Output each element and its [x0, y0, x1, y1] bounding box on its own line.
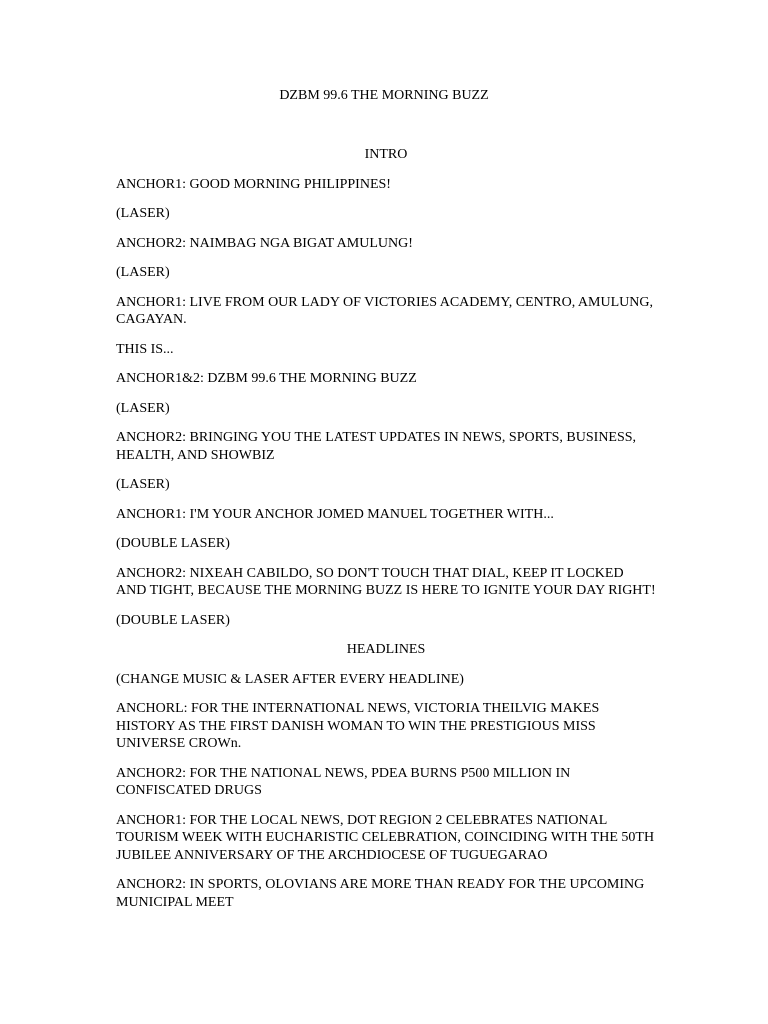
script-line: ANCHOR1: FOR THE LOCAL NEWS, DOT REGION 2 CELEBRATES NATIONAL TOURISM WEEK WITH EUCHARISTIC CELEBRATION, COINCIDING WITH THE 50TH JUBILEE ANNIVERSARY OF THE ARCHDIOCESE OF TUGUEGARAO: [116, 812, 655, 863]
script-line: ANCHORL: FOR THE INTERNATIONAL NEWS, VICTORIA THEILVIG MAKES HISTORY AS THE FIRST DANISH WOMAN TO WIN THE PRESTIGIOUS MISS UNIVERSE CROWn.: [116, 701, 600, 751]
script-line: (LASER): [116, 206, 170, 221]
script-line: ANCHOR1&2: DZBM 99.6 THE MORNING BUZZ: [116, 371, 417, 386]
script-line: THIS IS...: [116, 341, 174, 357]
script-line: (DOUBLE LASER): [116, 612, 230, 628]
script-line: (DOUBLE LASER): [116, 536, 230, 551]
script-line: ANCHOR2: NAIMBAG NGA BIGAT AMULUNG!: [116, 235, 413, 251]
script-line: (LASER): [116, 400, 170, 416]
script-line: ANCHOR2: FOR THE NATIONAL NEWS, PDEA BURNS P500 MILLION IN CONFISCATED DRUGS: [116, 765, 571, 798]
script-line: ANCHOR2: NIXEAH CABILDO, SO DON'T TOUCH THAT DIAL, KEEP IT LOCKED AND TIGHT, BECAUSE THE MORNING BUZZ IS HERE TO IGNITE YOUR DAY RIGHT!: [116, 565, 656, 598]
script-line: ANCHOR1: GOOD MORNING PHILIPPINES!: [116, 176, 391, 192]
script-line: ANCHOR1: I'M YOUR ANCHOR JOMED MANUEL TOGETHER WITH...: [116, 506, 554, 522]
section-heading: INTRO: [364, 147, 408, 162]
script-line: (LASER): [116, 265, 170, 280]
section-heading: HEADLINES: [346, 642, 426, 657]
script-body: [116, 146, 656, 923]
script-line: (CHANGE MUSIC & LASER AFTER EVERY HEADLINE): [116, 671, 464, 687]
document-title: DZBM 99.6 THE MORNING BUZZ: [279, 88, 489, 103]
script-line: ANCHOR1: LIVE FROM OUR LADY OF VICTORIES ACADEMY, CENTRO, AMULUNG, CAGAYAN.: [116, 294, 653, 327]
script-line: ANCHOR2: BRINGING YOU THE LATEST UPDATES IN NEWS, SPORTS, BUSINESS, HEALTH, AND SHOWBIZ: [116, 430, 637, 463]
script-line: ANCHOR2: IN SPORTS, OLOVIANS ARE MORE THAN READY FOR THE UPCOMING MUNICIPAL MEET: [116, 877, 645, 910]
script-line: (LASER): [116, 477, 170, 492]
